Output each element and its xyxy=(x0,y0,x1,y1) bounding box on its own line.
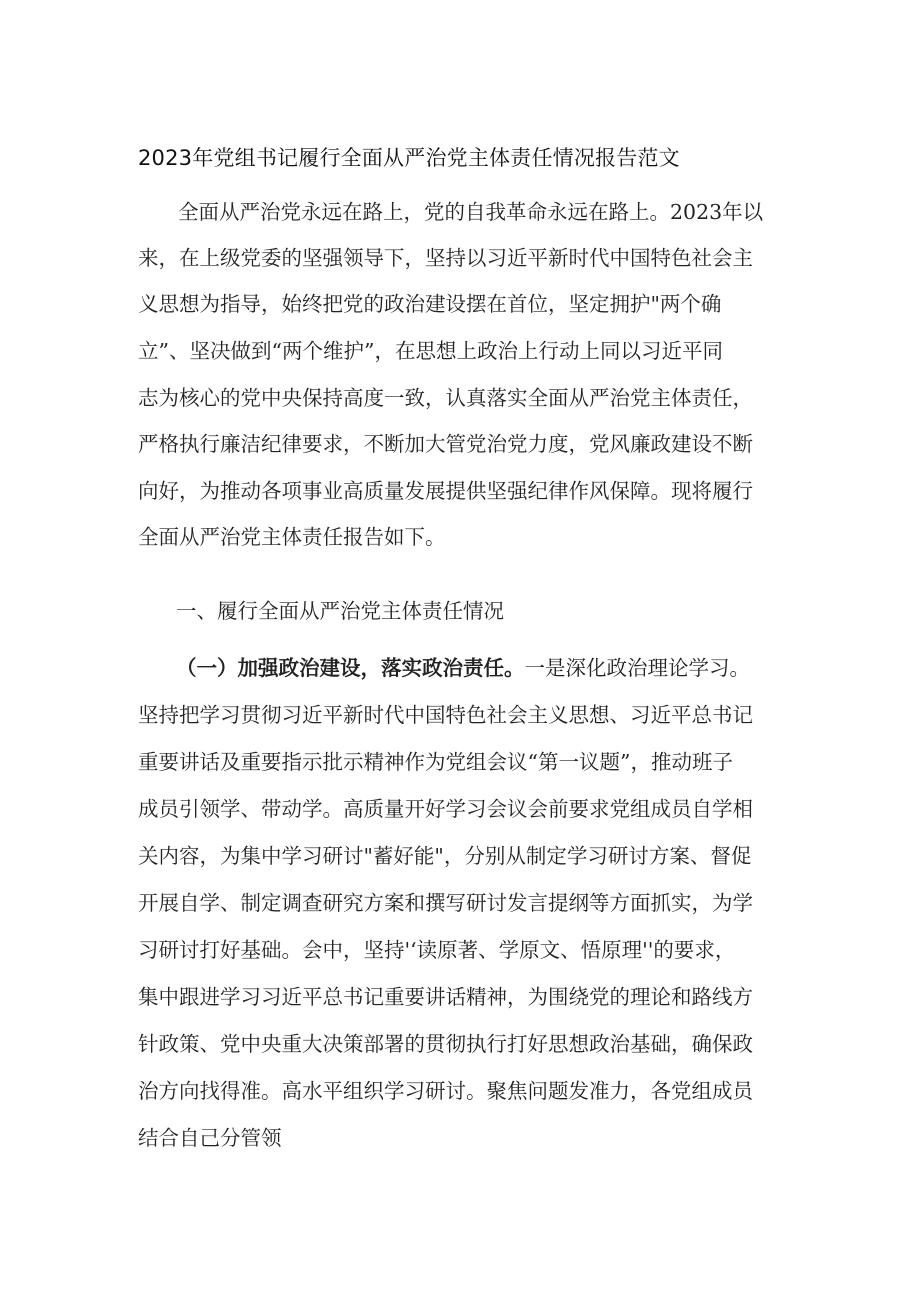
subsection-line: 治方向找得准。高水平组织学习研讨。聚焦问题发准力，各党组成员 xyxy=(138,1079,753,1103)
subsection-line: 结合自己分管领 xyxy=(138,1126,282,1150)
intro-line: 志为核心的党中央保持高度一致，认真落实全面从严治党主体责任， xyxy=(138,386,753,410)
subsection-paragraph xyxy=(138,658,798,1178)
subsection-heading: （一）加强政治建设，落实政治责任。 xyxy=(176,656,525,680)
subsection-line: 关内容，为集中学习研讨"蓄好能"，分别从制定学习研讨方案、督促 xyxy=(138,844,752,868)
document-title: 2023年党组书记履行全面从严治党主体责任情况报告范文 xyxy=(138,146,680,170)
subsection-line: 坚持把学习贯彻习近平新时代中国特色社会主义思想、习近平总书记 xyxy=(138,703,753,727)
intro-line: 来，在上级党委的坚强领导下，坚持以习近平新时代中国特色社会主 xyxy=(138,246,753,270)
subsection-line: 重要讲话及重要指示批示精神作为党组会议“第一议题”，推动班子 xyxy=(138,750,733,774)
intro-paragraph xyxy=(138,202,798,582)
intro-line: 义思想为指导，始终把党的政治建设摆在首位，坚定拥护"两个确 xyxy=(138,292,722,316)
intro-line: 严格执行廉洁纪律要求，不断加大管党治党力度，党风廉政建设不断 xyxy=(138,432,753,456)
subsection-line: 针政策、党中央重大决策部署的贯彻执行打好思想政治基础，确保政 xyxy=(138,1032,753,1056)
section-heading-text: 一、履行全面从严治党主体责任情况 xyxy=(176,599,504,623)
section-heading xyxy=(138,601,798,631)
subsection-line: 开展自学、制定调查研究方案和撰写研讨发言提纲等方面抓实，为学 xyxy=(138,891,753,915)
intro-line: 向好，为推动各项事业高质量发展提供坚强纪律作风保障。现将履行 xyxy=(138,479,753,503)
subsection-first-line-rest: 一是深化政治理论学习。 xyxy=(524,656,750,680)
subsection-first-line xyxy=(176,658,750,686)
intro-line: 立”、坚决做到“两个维护”，在思想上政治上行动上同以习近平同 xyxy=(138,339,723,363)
intro-line: 全面从严治党主体责任报告如下。 xyxy=(138,525,446,549)
subsection-line: 集中跟进学习习近平总书记重要讲话精神，为围绕党的理论和路线方 xyxy=(138,985,753,1009)
subsection-line: 成员引领学、带动学。高质量开好学习会议会前要求党组成员自学相 xyxy=(138,797,753,821)
subsection-line: 习研讨打好基础。会中，坚持'‘读原著、学原文、悟原理''的要求， xyxy=(138,938,736,962)
intro-line: 全面从严治党永远在路上，党的自我革命永远在路上。2023年以 xyxy=(178,200,764,224)
